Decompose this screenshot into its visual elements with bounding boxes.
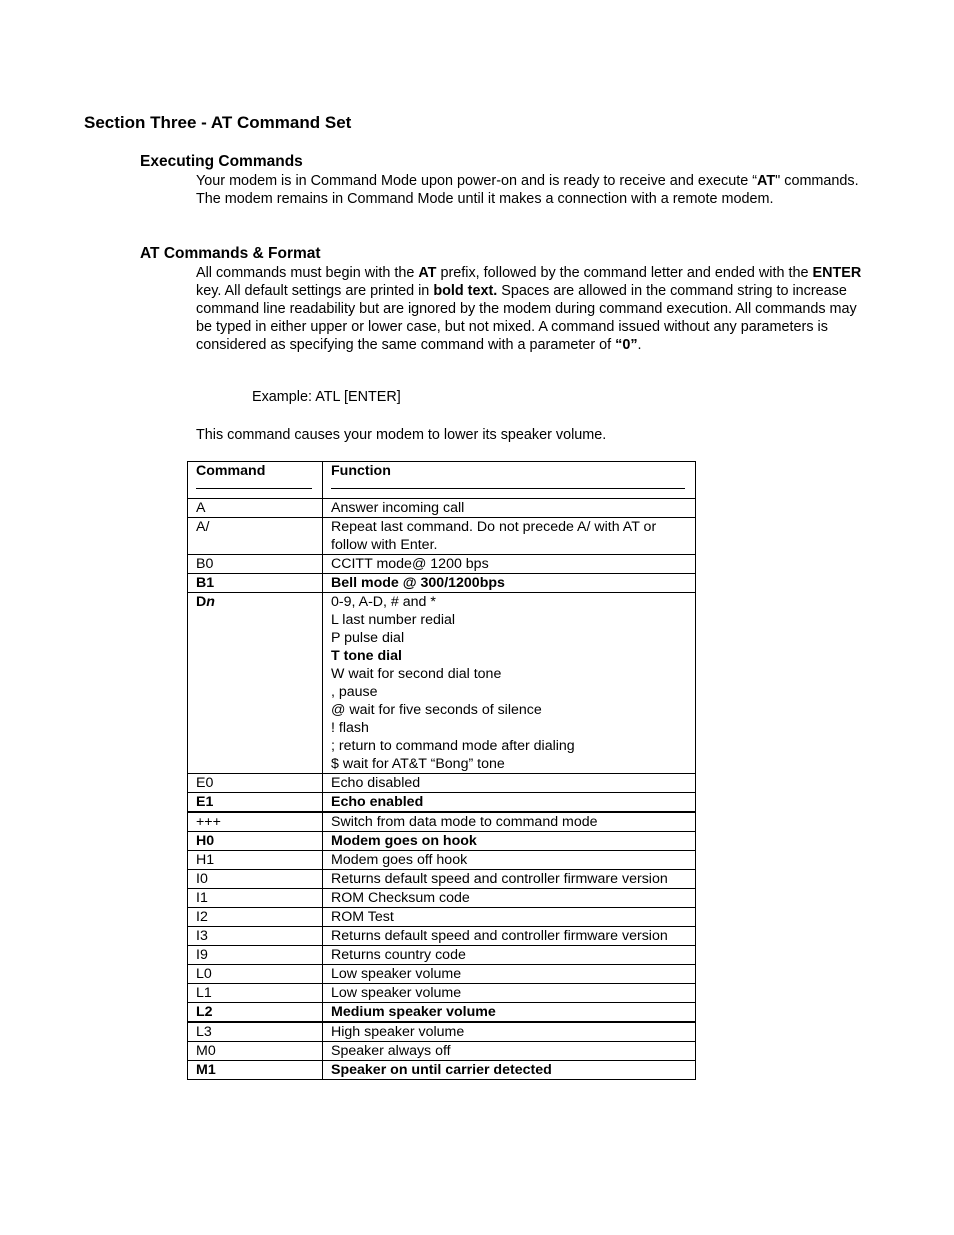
function-cell: Speaker on until carrier detected [323, 1061, 696, 1080]
table-row [188, 984, 696, 1003]
function-cell: Echo disabled [323, 774, 696, 793]
function-cell: Returns country code [323, 946, 696, 965]
function-cell: Returns default speed and controller firmware version [323, 927, 696, 946]
dial-option: $ wait for AT&T “Bong” tone [331, 756, 505, 772]
format-text-1: All commands must begin with the [196, 265, 419, 281]
table-row [188, 812, 696, 832]
function-cell: ROM Test [323, 908, 696, 927]
command-cell: M1 [188, 1061, 323, 1080]
header-underline [331, 488, 685, 489]
format-text-bold-2: ENTER [812, 265, 862, 281]
table-row [188, 965, 696, 984]
command-cell: I9 [188, 946, 323, 965]
table-row [188, 908, 696, 927]
command-cell: A [188, 499, 323, 518]
format-text-3: key. All default settings are printed in [196, 283, 434, 300]
command-cell: +++ [188, 812, 323, 832]
function-cell: CCITT mode@ 1200 bps [323, 555, 696, 574]
function-cell: Bell mode @ 300/1200bps [323, 574, 696, 593]
command-dial: D [196, 594, 207, 610]
function-cell: Low speaker volume [323, 965, 696, 984]
table-row [188, 555, 696, 574]
table-row [188, 927, 696, 946]
command-cell: H0 [188, 832, 323, 851]
table-row [188, 1003, 696, 1023]
table-row [188, 870, 696, 889]
executing-text-2: " commands. The modem remains in Command Mode until it makes a connection with a remote modem. [196, 173, 859, 208]
function-cell: Switch from data mode to command mode [323, 812, 696, 832]
function-cell: Repeat last command. Do not precede A/ with AT or follow with Enter. [323, 518, 696, 555]
function-cell: Returns default speed and controller firmware version [323, 870, 696, 889]
executing-text-bold: AT [757, 173, 776, 189]
command-cell: B0 [188, 555, 323, 574]
function-cell: ROM Checksum code [323, 889, 696, 908]
table-row [188, 832, 696, 851]
command-cell: L3 [188, 1022, 323, 1042]
command-dial-param: n [206, 594, 215, 610]
table-row [188, 1061, 696, 1080]
dial-option: P pulse dial [331, 630, 405, 646]
dial-option: 0-9, A-D, # and * [331, 594, 436, 610]
table-row [188, 793, 696, 813]
section-title: Section Three - AT Command Set [84, 113, 352, 132]
table-header-row [188, 462, 696, 499]
format-text-2: prefix, followed by the command letter and ended with the [436, 265, 813, 281]
function-cell [323, 593, 696, 774]
command-cell: E1 [188, 793, 323, 813]
format-text-5: . [637, 337, 642, 354]
dial-option: T tone dial [331, 648, 402, 664]
function-cell: Medium speaker volume [323, 1003, 696, 1023]
table-row [188, 518, 696, 555]
command-cell: B1 [188, 574, 323, 593]
example-description: This command causes your modem to lower its speaker volume. [196, 427, 607, 443]
table-row [188, 499, 696, 518]
format-text-bold-4: “0” [615, 337, 638, 354]
function-cell: Echo enabled [323, 793, 696, 813]
function-cell: Modem goes off hook [323, 851, 696, 870]
dial-option: L last number redial [331, 612, 456, 628]
command-cell: A/ [188, 518, 323, 555]
format-text-4: Spaces are allowed in the command string to increase command line readability but are ignored by the modem during command execution. All commands may be typed in either upper or lower case, but not mixed. A command issued without any parameters is considered as specifying the same command with a parameter of [196, 283, 857, 354]
dial-option: W wait for second dial tone [331, 666, 502, 682]
function-cell: Low speaker volume [323, 984, 696, 1003]
table-row [188, 889, 696, 908]
header-function-cell [323, 462, 696, 499]
dial-option: ! flash [331, 720, 369, 736]
dial-option: , pause [331, 684, 378, 700]
dial-option: ; return to command mode after dialing [331, 738, 575, 754]
table-row [188, 1042, 696, 1061]
dial-option: @ wait for five seconds of silence [331, 702, 542, 718]
executing-commands-paragraph [196, 172, 871, 208]
example-text: Example: ATL [ENTER] [252, 389, 401, 405]
command-cell: E0 [188, 774, 323, 793]
executing-commands-heading: Executing Commands [140, 153, 303, 170]
table-row [188, 774, 696, 793]
command-table [187, 461, 696, 1080]
function-cell: High speaker volume [323, 1022, 696, 1042]
table-row [188, 851, 696, 870]
command-cell: I3 [188, 927, 323, 946]
command-cell: I0 [188, 870, 323, 889]
at-commands-format-heading: AT Commands & Format [140, 245, 321, 262]
header-command: Command [196, 463, 266, 479]
command-cell: L2 [188, 1003, 323, 1023]
format-text-bold-1: AT [418, 265, 437, 281]
command-cell: H1 [188, 851, 323, 870]
function-cell: Modem goes on hook [323, 832, 696, 851]
command-cell: M0 [188, 1042, 323, 1061]
table-row [188, 574, 696, 593]
table-row [188, 1022, 696, 1042]
at-commands-format-paragraph [196, 264, 871, 354]
command-cell: I2 [188, 908, 323, 927]
command-cell: I1 [188, 889, 323, 908]
table-row [188, 593, 696, 774]
table-row [188, 946, 696, 965]
function-cell: Speaker always off [323, 1042, 696, 1061]
header-underline [196, 488, 312, 489]
header-function: Function [331, 463, 391, 479]
format-text-bold-3: bold text. [433, 283, 498, 300]
command-cell: L1 [188, 984, 323, 1003]
command-cell [188, 593, 323, 774]
executing-text-1: Your modem is in Command Mode upon power-on and is ready to receive and execute “ [196, 173, 758, 189]
command-cell: L0 [188, 965, 323, 984]
header-command-cell [188, 462, 323, 499]
function-cell: Answer incoming call [323, 499, 696, 518]
